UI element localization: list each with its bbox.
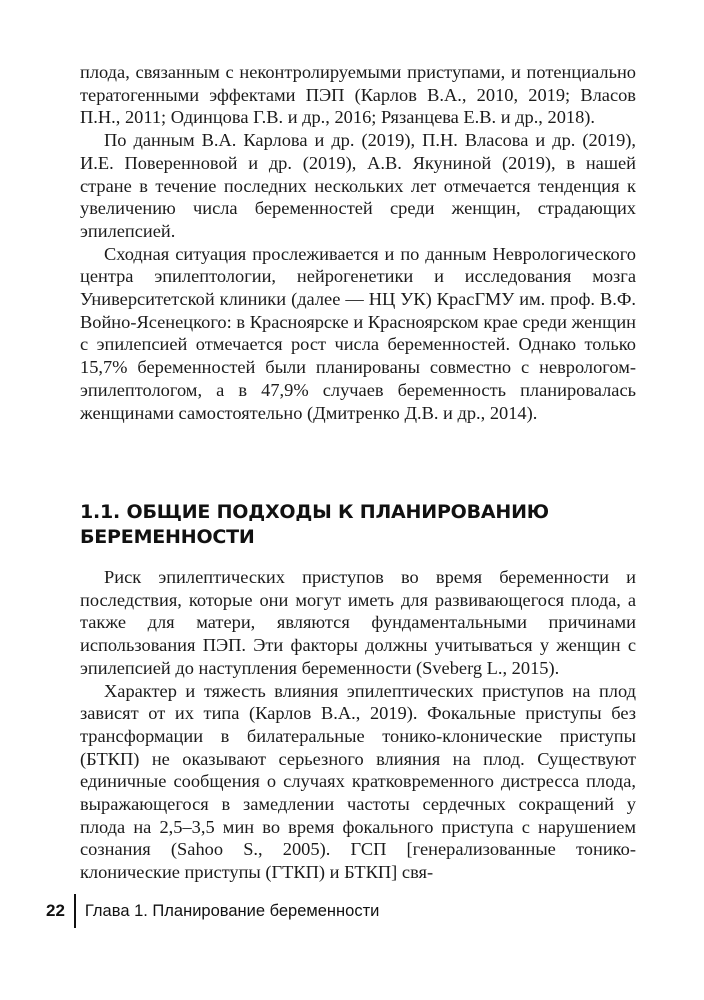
body-text-bottom	[80, 566, 636, 884]
footer-divider	[74, 894, 76, 928]
page-footer	[46, 894, 379, 928]
paragraph-krasnoyarsk-data: Сходная ситуация прослеживается и по данным Неврологического центра эпилептологии, нейрогенетики и исследования мозга Университетской клиники (далее — НЦ УК) КрасГМУ им. проф. В.Ф. Войно-Ясенецкого: в Красноярске и Красноярском крае среди женщин с эпилепсией отмечается рост числа беременностей. Однако только 15,7% беременностей были планированы совместно с неврологом-эпилептологом, а в 47,9% случаев беременность планировалась женщинами самостоятельно (Дмитренко Д.В. и др., 2014).	[80, 243, 636, 423]
section-heading: 1.1. ОБЩИЕ ПОДХОДЫ К ПЛАНИРОВАНИЮ БЕРЕМЕННОСТИ	[80, 501, 549, 548]
paragraph-seizure-risk: Риск эпилептических приступов во время беременности и последствия, которые они могут иметь для развивающегося плода, а также для матери, являются фундаментальными причинами использования ПЭП. Эти факторы должны учитываться у женщин с эпилепсией до наступления беременности (Sveberg L., 2015).	[80, 567, 636, 678]
paragraph-continuation: плода, связанным с неконтролируемыми приступами, и потенциально тератогенными эффектами ПЭП (Карлов В.А., 2010, 2019; Власов П.Н., 2011; Одинцова Г.В. и др., 2016; Рязанцева Е.В. и др., 2018).	[80, 62, 636, 128]
page-number: 22	[46, 901, 65, 920]
body-text-top	[80, 61, 636, 424]
paragraph-pregnancy-trend: По данным В.А. Карлова и др. (2019), П.Н. Власова и др. (2019), И.Е. Поверенновой и др. (2019), А.В. Якуниной (2019), в нашей стране в течение последних нескольких лет отмечается тенденция к увеличению числа беременностей среди женщин, страдающих эпилепсией.	[80, 130, 636, 241]
running-title: Глава 1. Планирование беременности	[84, 901, 380, 920]
paragraph-seizure-types: Характер и тяжесть влияния эпилептических приступов на плод зависят от их типа (Карлов В.А., 2019). Фокальные приступы без трансформации в билатеральные тонико-клонические приступы (БТКП) не оказывают серьезного влияния на плод. Существуют единичные сообщения о случаях кратковременного дистресса плода, выражающегося в замедлении частоты сердечных сокращений у плода на 2,5–3,5 мин во время фокального приступа с нарушением сознания (Sahoo S., 2005). ГСП [генерализованные тонико-клонические приступы (ГТКП) и БТКП] свя-	[80, 680, 636, 883]
